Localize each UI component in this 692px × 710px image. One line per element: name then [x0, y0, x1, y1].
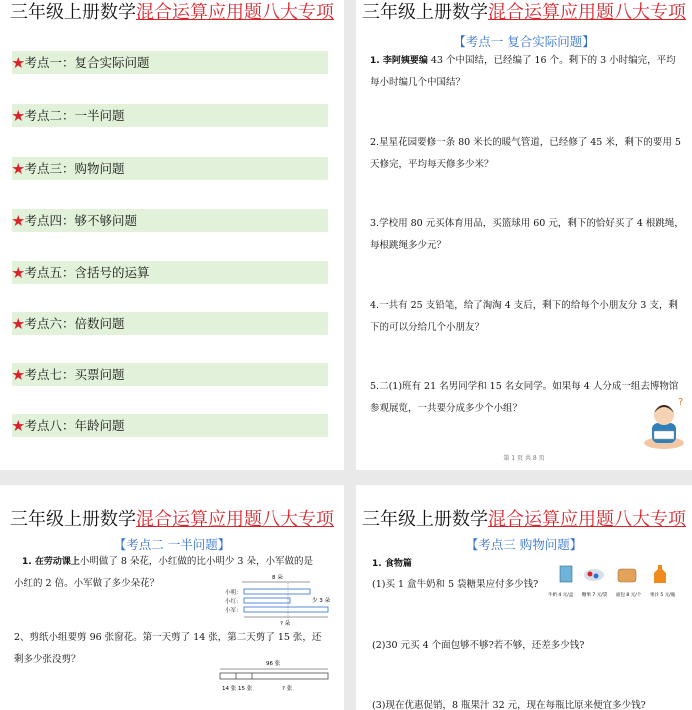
point-label: 考点八：年龄问题	[24, 418, 125, 433]
question-text: 剩多少张没剪？	[14, 654, 81, 665]
reading-student-icon	[640, 395, 688, 450]
question-4	[370, 295, 690, 339]
question-text: 每根跳绳多少元？	[370, 240, 447, 251]
page-number: 第 1 页 共 8 页	[503, 455, 545, 462]
point-label: 考点一：复合实际问题	[24, 55, 150, 70]
star-icon: ★	[12, 367, 25, 382]
title-red: 混合运算应用题八大专项	[488, 2, 686, 23]
question-text: 4.一共有 25 支铅笔，给了淘淘 4 支后，剩下的给每个小朋友分 3 支，剩	[370, 300, 678, 311]
page-1	[0, 0, 344, 470]
question-text: 2.星星花园要修一条 80 米长的暖气管道，已经修了 45 米，剩下的要用 5	[370, 137, 681, 148]
point-label: 考点五：含括号的运算	[24, 265, 150, 280]
question-2	[370, 132, 690, 176]
diagram-top-label: 96 张	[266, 661, 281, 667]
title-red: 混合运算应用题八大专项	[136, 509, 334, 530]
question-3: (3)现在优惠促销，8 瓶果汁 32 元，现在每瓶比原来便宜多少钱?	[372, 700, 646, 710]
question-text: 参观展览，一共要分成多少个小组？	[370, 403, 523, 414]
diagram-bottom-label: ? 朵	[280, 621, 291, 627]
star-icon: ★	[12, 316, 25, 331]
question-text: 3.学校用 80 元买体育用品，买篮球用 60 元，剩下的恰好买了 4 根跳绳，	[370, 218, 684, 229]
item-label: 糖果 7 元/袋	[582, 593, 608, 598]
diagram-row-label: 小军：	[225, 608, 242, 614]
point-bar-3	[12, 157, 328, 180]
point-bar-4	[12, 209, 328, 232]
point-label: 考点二：一半问题	[24, 108, 125, 123]
point-bar-5	[12, 261, 328, 284]
question-text: 每小时编几个中国结？	[370, 77, 466, 88]
star-icon: ★	[12, 55, 25, 70]
page-title	[356, 0, 692, 24]
page-title	[0, 0, 344, 24]
diagram-row-label: 小明：	[225, 590, 242, 596]
question-text: 下的可以分给几个小朋友？	[370, 322, 485, 333]
candy-icon	[584, 569, 604, 581]
point-label: 考点七：买票问题	[24, 367, 125, 382]
star-icon: ★	[12, 161, 25, 176]
food-heading	[372, 553, 412, 575]
point-bar-1	[12, 51, 328, 74]
title-black: 三年级上册数学	[10, 2, 136, 23]
diagram-segment-label: 15 张	[238, 686, 253, 692]
bar-diagram-paper-cuts	[216, 657, 332, 697]
page-title	[0, 505, 344, 531]
question-1	[370, 50, 688, 94]
question-1: (1)买 1 盒牛奶和 5 袋糖果应付多少钱?	[372, 579, 539, 590]
title-red: 混合运算应用题八大专项	[136, 2, 334, 23]
diagram-row-label: 小红：	[225, 599, 242, 605]
item-label: 牛奶 4 元/盒	[548, 593, 574, 598]
question-text: 5.二(1)班有 21 名男同学和 15 名女同学。如果每 4 人分成一组去博物馆	[370, 381, 679, 392]
title-red: 混合运算应用题八大专项	[488, 509, 686, 530]
star-icon: ★	[12, 265, 25, 280]
diagram-side-label: 少 3 朵	[312, 598, 330, 604]
page-title	[356, 505, 692, 531]
page-2	[356, 0, 692, 470]
milk-icon	[560, 566, 572, 582]
question-text: 小红的 2 倍。小军做了多少朵花？	[14, 578, 160, 589]
diagram-segment-label: 14 张	[222, 686, 237, 692]
question-3	[370, 213, 690, 257]
point-label: 考点三：购物问题	[24, 161, 125, 176]
star-icon: ★	[12, 213, 25, 228]
item-label: 果汁 5 元/瓶	[650, 593, 676, 598]
svg-text:?: ?	[678, 397, 684, 408]
heading-text: 1. 食物篇	[372, 559, 412, 569]
star-icon: ★	[12, 418, 25, 433]
question-text: 2、剪纸小组要剪 96 张窗花。第一天剪了 14 张，第二天剪了 15 张，还	[14, 632, 322, 643]
page-4	[356, 485, 692, 710]
point-bar-6	[12, 312, 328, 335]
section-heading: 【考点二 一半问题】	[113, 537, 231, 552]
title-black: 三年级上册数学	[362, 2, 488, 23]
bar-diagram-flowers	[222, 573, 332, 633]
section-heading: 【考点一 复合实际问题】	[453, 34, 595, 49]
question-text: 小明做了 8 朵花，小红做的比小明少 3 朵，小军做的是	[79, 556, 313, 567]
juice-icon	[654, 565, 666, 583]
title-black: 三年级上册数学	[362, 509, 488, 530]
point-bar-8	[12, 414, 328, 437]
question-text: 43 个中国结，已经编了 16 个。剩下的 3 小时编完，平均	[427, 55, 676, 66]
bread-icon	[618, 569, 636, 582]
point-bar-7	[12, 363, 328, 386]
page-3	[0, 485, 344, 710]
food-items	[546, 563, 692, 603]
point-label: 考点六：倍数问题	[24, 316, 125, 331]
title-black: 三年级上册数学	[10, 509, 136, 530]
question-2: (2)30 元买 4 个面包够不够?若不够，还差多少钱?	[372, 640, 585, 651]
diagram-top-label: 8 朵	[272, 575, 283, 581]
question-text: 天修完，平均每天修多少米？	[370, 159, 494, 170]
point-label: 考点四：够不够问题	[24, 213, 138, 228]
point-bar-2	[12, 104, 328, 127]
diagram-segment-label: ? 张	[282, 686, 293, 692]
question-lead: 1. 李阿姨要编	[370, 56, 428, 66]
star-icon: ★	[12, 108, 25, 123]
question-lead: 1. 在劳动课上	[22, 557, 80, 567]
section-heading: 【考点三 购物问题】	[465, 537, 583, 552]
item-label: 面包 8 元/个	[616, 593, 642, 598]
